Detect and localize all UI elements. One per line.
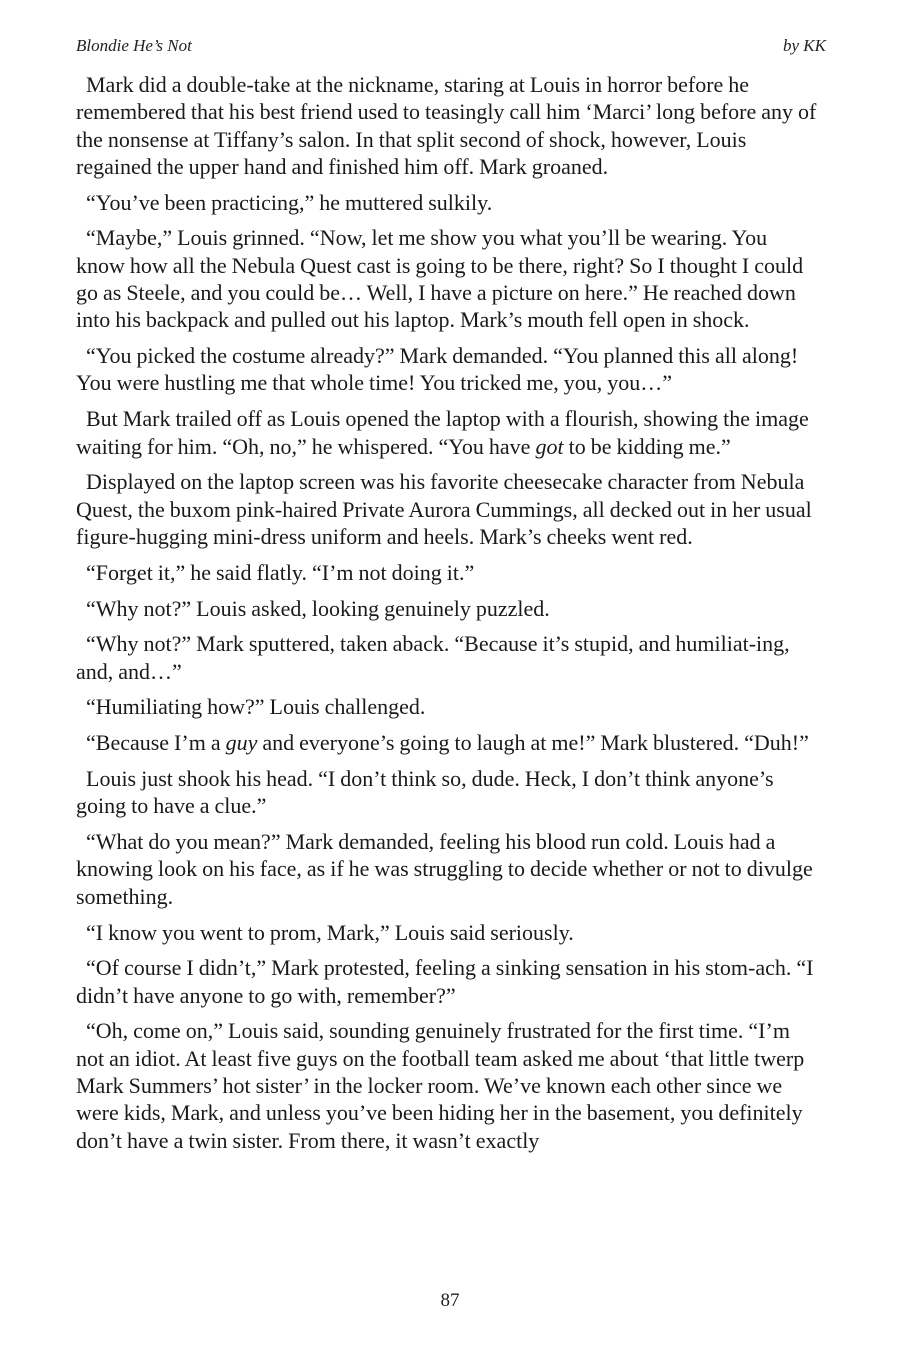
- paragraph: [76, 468, 821, 550]
- paragraph: [76, 595, 821, 622]
- book-title: Blondie He’s Not: [76, 36, 192, 55]
- paragraph-text: “You’ve been practicing,” he muttered sulkily.: [86, 189, 493, 215]
- paragraph-text: “What do you mean?” Mark demanded, feeling his blood run cold. Louis had a knowing look on his face, as if he was struggling to decide whether or not to divulge something.: [76, 829, 813, 909]
- emphasis-text: got: [535, 433, 564, 459]
- paragraph-text: But Mark trailed off as Louis opened the laptop with a flourish, showing the image waiting for him. “Oh, no,” he whispered. “You have: [76, 406, 809, 459]
- paragraph: [76, 559, 821, 586]
- paragraph-text: Mark did a double-take at the nickname, staring at Louis in horror before he remembered that his best friend used to teasingly call him ‘Marci’ long before any of the nonsense at Tiffany’s salon. In that split second of shock, however, Louis regained the upper hand and finished him off. Mark groaned.: [76, 72, 817, 179]
- emphasis-text: guy: [225, 730, 258, 756]
- paragraph-text: “Forget it,” he said flatly. “I’m not doing it.”: [86, 559, 475, 585]
- paragraph-text: and everyone’s going to laugh at me!” Mark blustered. “Duh!”: [257, 730, 809, 756]
- paragraph: [76, 630, 821, 685]
- paragraph-text: to be kidding me.”: [563, 433, 731, 459]
- paragraph-text: Louis just shook his head. “I don’t think so, dude. Heck, I don’t think anyone’s going to have a clue.”: [76, 766, 774, 819]
- paragraph: [76, 828, 821, 910]
- paragraph-text: “Of course I didn’t,” Mark protested, feeling a sinking sensation in his stom-ach. “I didn’t have anyone to go with, remember?”: [76, 955, 814, 1008]
- paragraph: [76, 342, 821, 397]
- paragraph: [76, 189, 821, 216]
- paragraph-text: “Why not?” Louis asked, looking genuinely puzzled.: [86, 595, 550, 621]
- paragraph: [76, 405, 821, 460]
- paragraph: [76, 224, 821, 333]
- paragraph: [76, 954, 821, 1009]
- book-author: by KK: [783, 36, 826, 55]
- paragraph: [76, 693, 821, 720]
- paragraph: [76, 729, 821, 756]
- paragraph-text: “Why not?” Mark sputtered, taken aback. “Because it’s stupid, and humiliat-ing, and, and…”: [76, 631, 790, 684]
- paragraph-text: “Because I’m a: [86, 730, 226, 756]
- page-number: 87: [440, 1290, 460, 1311]
- paragraph-text: “You picked the costume already?” Mark demanded. “You planned this all along! You were hustling me that whole time! You tricked me, you, you…”: [76, 343, 799, 396]
- paragraph-text: “Maybe,” Louis grinned. “Now, let me show you what you’ll be wearing. You know how all the Nebula Quest cast is going to be there, right? So I thought I could go as Steele, and you could be… Well, I have a picture on here.” He reached down into his backpack and pulled out his laptop. Mark’s mouth fell open in shock.: [76, 225, 804, 333]
- paragraph: [76, 765, 821, 820]
- paragraph-text: “Humiliating how?” Louis challenged.: [86, 694, 426, 720]
- paragraph: [76, 919, 821, 946]
- paragraph-text: Displayed on the laptop screen was his favorite cheesecake character from Nebula Quest, the buxom pink-haired Private Aurora Cummings, all decked out in her usual figure-hugging mini-dress uniform and heels. Mark’s cheeks went red.: [76, 469, 812, 549]
- paragraph: [76, 71, 821, 180]
- running-header: [76, 36, 826, 56]
- body-text: [76, 71, 821, 1162]
- paragraph: [76, 1017, 821, 1153]
- paragraph-text: “Oh, come on,” Louis said, sounding genuinely frustrated for the first time. “I’m not an idiot. At least five guys on the football team asked me about ‘that little twerp Mark Summers’ hot sister’ in the locker room. We’ve known each other since we were kids, Mark, and unless you’ve been hiding her in the basement, you definitely don’t have a twin sister. From there, it wasn’t exactly: [76, 1018, 805, 1153]
- paragraph-text: “I know you went to prom, Mark,” Louis said seriously.: [86, 919, 574, 945]
